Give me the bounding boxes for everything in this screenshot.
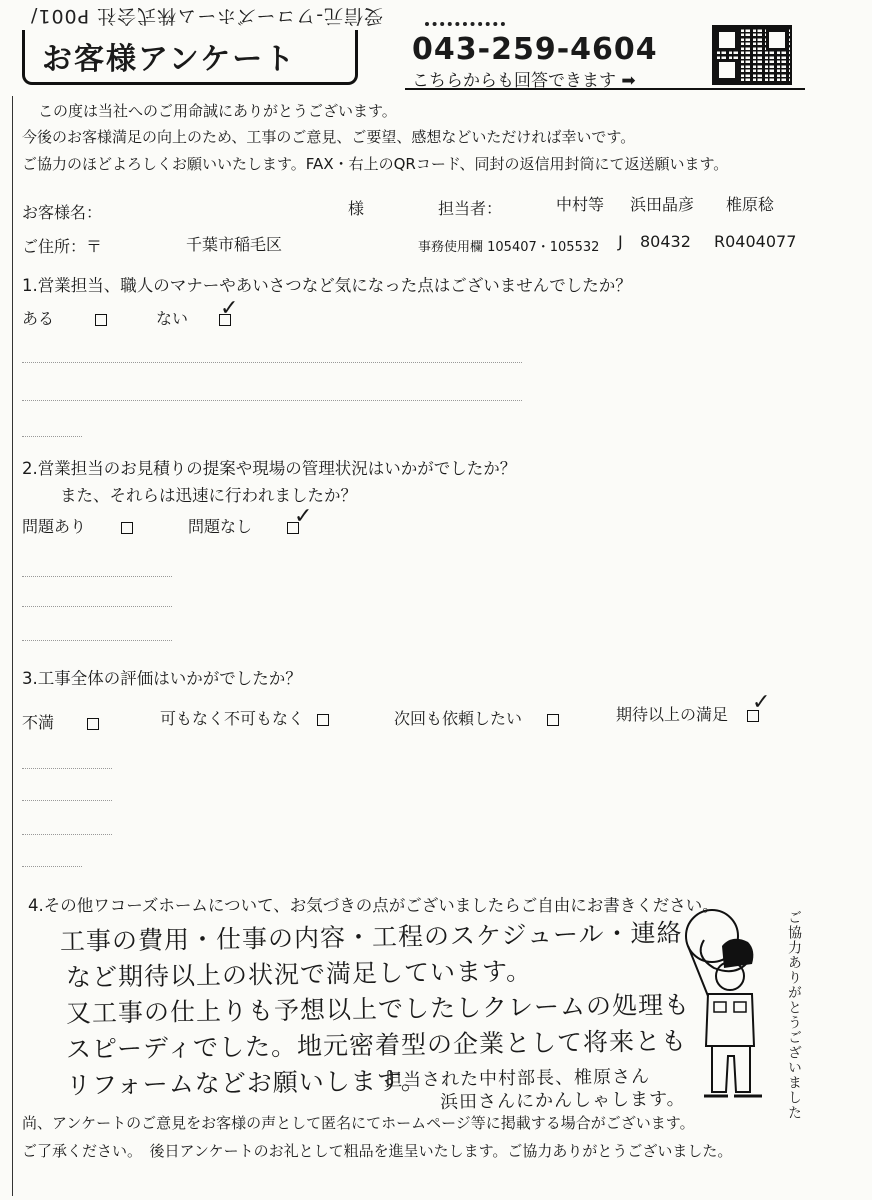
q4-answer-line-2: など期待以上の状況で満足しています。 (65, 956, 533, 992)
q1-option-yes-label: ある (22, 309, 55, 328)
q2-option-problem-label: 問題あり (22, 517, 87, 536)
office-code-2: 80432 (640, 232, 691, 251)
honorific-sama: 様 (348, 199, 365, 218)
q4-answer-line-3: 又工事の仕上りも予想以上でしたしクレームの処理も (65, 990, 691, 1028)
staff-label: 担当者： (438, 199, 503, 218)
answer-dotted-line (22, 362, 522, 363)
checkbox-icon[interactable] (121, 522, 133, 534)
q2-question-line2: また、それらは迅速に行われましたか？ (60, 486, 357, 505)
q3-question: 3.工事全体の評価はいかがでしたか？ (22, 669, 302, 688)
checkbox-icon[interactable] (317, 714, 329, 726)
q3-option-2[interactable] (160, 706, 329, 729)
phone-number[interactable]: 043-259-4604 (412, 32, 658, 67)
q4-answer-line-7: 浜田さんにかんしゃします。 (439, 1088, 686, 1113)
q1-question: 1.営業担当、職人のマナーやあいさつなど気になった点はございませんでしたか？ (22, 276, 632, 295)
worker-bowing-illustration (674, 906, 774, 1106)
side-thanks-message: ご協力ありがとうございました (786, 910, 802, 1120)
checkbox-icon[interactable] (547, 714, 559, 726)
check-mark-icon: ✓ (752, 690, 771, 715)
qr-finder-icon (716, 59, 738, 81)
staff-name-3: 椎原稔 (726, 195, 775, 214)
left-margin-rule (12, 96, 13, 1196)
office-use-label: 事務使用欄 105407・105532 (418, 240, 600, 255)
footer-line-2: ご了承ください。 後日アンケートのお礼として粗品を進呈いたします。ご協力ありがとうございました。 (22, 1142, 733, 1160)
q3-option-3[interactable] (394, 706, 559, 729)
qr-finder-icon (766, 29, 788, 51)
q3-option-1-label: 不満 (22, 713, 55, 732)
q3-option-3-label: 次回も依頼したい (394, 709, 523, 728)
fax-header: 受信元-ワコーズホーム株式会社 P001/ (30, 5, 384, 27)
answer-dotted-line (22, 606, 172, 607)
q2-option-no-problem-label: 問題なし (188, 517, 253, 536)
office-code-1: J (618, 232, 623, 251)
qr-code-icon[interactable] (712, 25, 792, 85)
customer-name-label: お客様名： (22, 203, 103, 222)
phone-decoration (425, 22, 505, 30)
q4-question: 4.その他ワコーズホームについて、お気づきの点がございましたらご自由にお書きください。 (28, 896, 719, 915)
answer-dotted-line (22, 768, 112, 769)
checkbox-icon[interactable] (87, 718, 99, 730)
q4-answer-line-4: スピーディでした。地元密着型の企業として将来とも (65, 1026, 688, 1064)
address-value: 千葉市稲毛区 (186, 235, 283, 254)
q4-answer-line-5: リフォームなどお願いします。 (65, 1065, 427, 1100)
answer-dotted-line (22, 834, 112, 835)
answer-dotted-line (22, 800, 112, 801)
check-mark-icon: ✓ (220, 296, 239, 321)
answer-dotted-line (22, 640, 172, 641)
page-title: お客様アンケート (42, 42, 297, 77)
q3-option-4[interactable] (616, 702, 759, 725)
answer-dotted-line (22, 866, 82, 867)
q2-question: 2.営業担当のお見積りの提案や現場の管理状況はいかがでしたか？ (22, 459, 517, 478)
address-label: ご住所：〒 (22, 237, 103, 256)
q2-option-problem[interactable] (22, 514, 133, 537)
qr-finder-icon (716, 29, 738, 51)
q4-answer-line-1: 工事の費用・仕事の内容・工程のスケジュール・連絡 (59, 918, 683, 956)
footer-line-1: 尚、アンケートのご意見をお客様の声として匿名にてホームページ等に掲載する場合がございます。 (22, 1114, 695, 1132)
intro-line-2: 今後のお客様満足の向上のため、工事のご意見、ご要望、感想などいただければ幸いです。 (22, 128, 636, 146)
staff-name-2: 浜田晶彦 (630, 195, 695, 214)
header-rule (405, 88, 805, 90)
check-mark-icon: ✓ (294, 504, 313, 529)
intro-line-3: ご協力のほどよろしくお願いいたします。FAX・右上のQRコード、同封の返信用封筒にて返送願います。 (22, 155, 729, 173)
staff-name-1: 中村等 (556, 195, 605, 214)
answer-dotted-line (22, 400, 522, 401)
q4-answer-line-6: 担当された中村部長、椎原さん (383, 1066, 651, 1091)
q3-option-4-label: 期待以上の満足 (616, 705, 729, 724)
answer-dotted-line (22, 576, 172, 577)
q2-option-no-problem[interactable] (188, 514, 299, 537)
phone-subtext: こちらからも回答できます ➡ (412, 71, 636, 91)
checkbox-icon[interactable] (95, 314, 107, 326)
answer-dotted-line (22, 436, 82, 437)
office-code-3: R0404077 (714, 232, 797, 251)
q1-option-no-label: ない (156, 309, 189, 328)
q3-option-2-label: 可もなく不可もなく (160, 709, 305, 728)
q1-option-yes[interactable] (22, 306, 107, 329)
intro-line-1: この度は当社へのご用命誠にありがとうございます。 (38, 102, 397, 120)
q3-option-1[interactable] (22, 710, 99, 733)
